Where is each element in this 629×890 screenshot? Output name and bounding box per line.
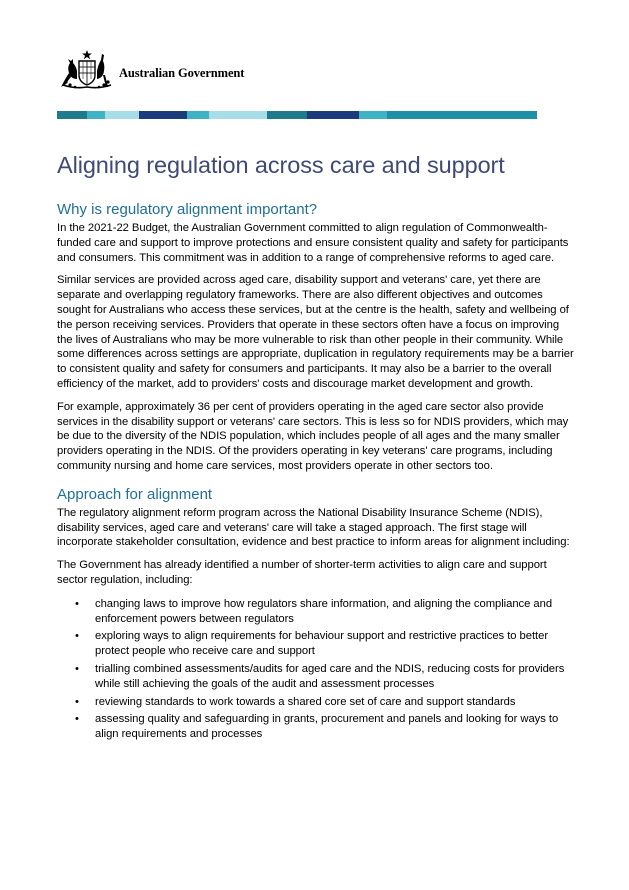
bullet-icon: •	[75, 662, 79, 675]
paragraph: In the 2021-22 Budget, the Australian Government committed to align regulation of Commonwealth-funded care and support to improve protections and ensure consistent quality and safety for participants and consumers. This commitment was in addition to a range of comprehensive reforms to aged care.	[57, 222, 569, 264]
list-item	[75, 695, 577, 710]
list-item-text: assessing quality and safeguarding in grants, procurement and panels and looking for ways to align requirements and processes	[95, 713, 559, 741]
list-item	[75, 662, 577, 692]
list-item	[75, 629, 577, 659]
page-title: Aligning regulation across care and support	[57, 152, 505, 178]
bullet-icon: •	[75, 713, 79, 726]
document-body	[57, 150, 577, 745]
list-item-text: changing laws to improve how regulators share information, and aligning the compliance and enforcement powers between regulators	[95, 597, 553, 625]
list-item-text: trialling combined assessments/audits for aged care and the NDIS, reducing costs for providers while still achieving the goals of the audit and assessment processes	[95, 662, 565, 690]
paragraph: The Government has already identified a number of shorter-term activities to align care and support sector regulation, including:	[57, 559, 547, 586]
org-name: Australian Government	[119, 65, 245, 80]
bullet-icon: •	[75, 630, 79, 643]
list-item	[75, 597, 577, 627]
government-logo	[57, 49, 244, 91]
section-heading-approach: Approach for alignment	[57, 485, 213, 503]
paragraph: For example, approximately 36 per cent of providers operating in the aged care sector also provide services in the disability support or veterans' care sectors. This is less so for NDIS providers, which may be due to the diversity of the NDIS population, which includes people of all ages and the many smaller providers operating in the NDIS. Of the providers operating in key veterans' care programs, including community nursing and home care services, most providers operate in other sectors too.	[57, 400, 569, 472]
bullet-icon: •	[75, 597, 79, 610]
brand-color-bar	[57, 111, 537, 119]
list-item-text: exploring ways to align requirements for behaviour support and restrictive practices to better protect people who receive care and support	[95, 630, 549, 658]
list-item	[75, 712, 577, 742]
activity-list	[57, 597, 577, 742]
coat-of-arms-icon	[57, 49, 117, 91]
section-heading-why: Why is regulatory alignment important?	[57, 201, 318, 218]
list-item-text: reviewing standards to work towards a shared core set of care and support standards	[95, 695, 516, 708]
paragraph: The regulatory alignment reform program across the National Disability Insurance Scheme (NDIS), disability services, aged care and veterans' care will take a staged approach. The first stage will incorporate stakeholder consultation, evidence and best practice to inform areas for alignment including:	[57, 506, 570, 549]
paragraph: Similar services are provided across aged care, disability support and veterans' care, yet there are separate and overlapping regulatory frameworks. There are also different objectives and outcomes sought for Australians who access these services, but at the centre is the health, safety and wellbeing of the person receiving services. Providers that operate in these sectors often have a focus on improving the lives of Australians who may be more vulnerable to risk than other people in their community. While some differences across settings are appropriate, duplication in regulatory requirements may be a barrier to consistent quality and safety for consumers and participants. It may also be a barrier to the overall efficiency of the market, add to providers' costs and discourage market development and growth.	[57, 274, 574, 390]
bullet-icon: •	[75, 695, 79, 708]
